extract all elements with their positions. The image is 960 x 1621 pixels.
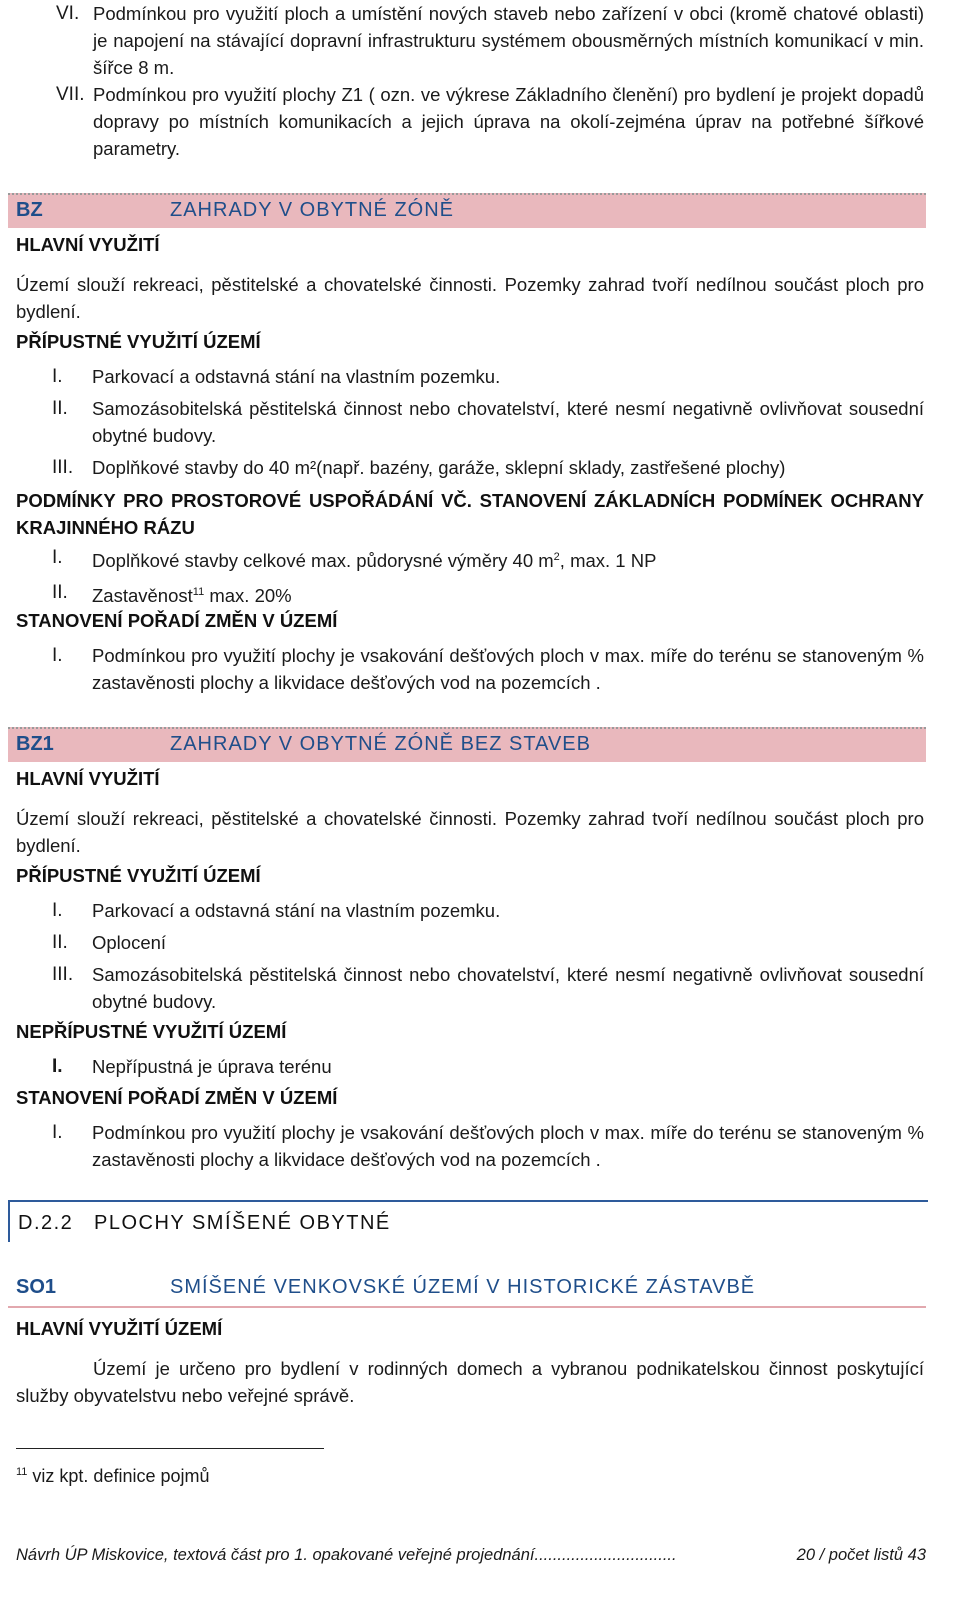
item-text: Parkovací a odstavná stání na vlastním pozemku. xyxy=(92,900,501,921)
item-number: II. xyxy=(52,582,68,604)
item-number: II. xyxy=(52,932,68,953)
order-list xyxy=(52,1119,924,1178)
main-use-heading: HLAVNÍ VYUŽITÍ xyxy=(16,234,160,255)
item-number: III. xyxy=(52,457,74,478)
forbidden-heading: NEPŘÍPUSTNÉ VYUŽITÍ ÚZEMÍ xyxy=(16,1021,287,1042)
list-item xyxy=(52,454,924,481)
permitted-heading: PŘÍPUSTNÉ VYUŽITÍ ÚZEMÍ xyxy=(16,865,261,886)
zone-code: BZ1 xyxy=(16,733,54,755)
item-number: I. xyxy=(52,366,63,387)
item-number: I. xyxy=(52,1122,63,1143)
permitted-list xyxy=(52,363,924,486)
list-item xyxy=(52,395,924,449)
item-number: III. xyxy=(52,964,74,985)
list-item xyxy=(52,961,924,1015)
item-number: I. xyxy=(52,645,63,666)
item-number: II. xyxy=(52,398,68,419)
order-heading: STANOVENÍ POŘADÍ ZMĚN V ÚZEMÍ xyxy=(16,1087,338,1108)
item-text: Zastavěnost$^{11}$ max. 20% xyxy=(92,585,292,607)
zone-header-bz xyxy=(8,193,926,228)
item-text: Podmínkou pro využití plochy je vsakování dešťových ploch v max. míře do terénu se stanoveným % zastavěnosti plochy a likvidace dešťových vod na pozemcích . xyxy=(92,1122,924,1170)
footnote-ref[interactable]: 11 xyxy=(192,586,205,599)
section-title: PLOCHY SMÍŠENÉ OBYTNÉ xyxy=(94,1212,391,1234)
conditions-heading: PODMÍNKY PRO PROSTOROVÉ USPOŘÁDÁNÍ VČ. STANOVENÍ ZÁKLADNÍCH PODMÍNEK OCHRANY KRAJINNÉHO RÁZU xyxy=(16,490,924,538)
zone-code: SO1 xyxy=(16,1276,57,1298)
item-number: VII. xyxy=(56,84,85,105)
order-list xyxy=(52,642,924,701)
permitted-heading: PŘÍPUSTNÉ VYUŽITÍ ÚZEMÍ xyxy=(16,331,261,352)
zone-header-so1 xyxy=(8,1272,926,1308)
main-use-heading: HLAVNÍ VYUŽITÍ xyxy=(16,768,160,789)
conditions-list xyxy=(52,544,924,614)
footnote-separator xyxy=(16,1448,324,1449)
item-text: Doplňkové stavby do 40 m²(např. bazény, garáže, sklepní sklady, zastřešené plochy) xyxy=(92,457,786,478)
list-item xyxy=(56,81,924,162)
list-item xyxy=(52,544,924,574)
top-list xyxy=(56,0,924,162)
list-item xyxy=(52,1053,924,1080)
list-item xyxy=(52,642,924,696)
forbidden-list xyxy=(52,1053,924,1085)
list-item xyxy=(52,579,924,609)
permitted-list xyxy=(52,897,924,1020)
item-number: I. xyxy=(52,900,63,921)
footer-page-number: 20 / počet listů 43 xyxy=(796,1546,926,1564)
main-use-text: Území je určeno pro bydlení v rodinných domech a vybranou podnikatelskou činnost poskytující služby obyvatelstvu nebo veřejné správě. xyxy=(16,1358,924,1406)
zone-title: ZAHRADY V OBYTNÉ ZÓNĚ xyxy=(170,199,455,221)
list-item xyxy=(52,929,924,956)
footnote xyxy=(16,1466,210,1487)
item-number: I. xyxy=(52,1056,63,1077)
list-item xyxy=(52,363,924,390)
item-text: Podmínkou pro využití ploch a umístění nových staveb nebo zařízení v obci (kromě chatové oblasti) je napojení na stávající dopravní infrastrukturu systémem obousměrných místních komunikací v min. šířce 8 m. xyxy=(93,3,924,78)
item-text: Podmínkou pro využití plochy je vsakování dešťových ploch v max. míře do terénu se stanoveným % zastavěnosti plochy a likvidace dešťových vod na pozemcích . xyxy=(92,645,924,693)
footnote-text: viz kpt. definice pojmů xyxy=(27,1466,210,1486)
zone-title: SMÍŠENÉ VENKOVSKÉ ÚZEMÍ V HISTORICKÉ ZÁSTAVBĚ xyxy=(170,1276,756,1298)
footnote-number: 11 xyxy=(16,1466,28,1478)
main-use-heading: HLAVNÍ VYUŽITÍ ÚZEMÍ xyxy=(16,1318,223,1339)
item-text: Oplocení xyxy=(92,932,167,953)
order-heading: STANOVENÍ POŘADÍ ZMĚN V ÚZEMÍ xyxy=(16,610,338,631)
page-footer xyxy=(16,1546,926,1565)
list-item xyxy=(52,897,924,924)
zone-header-bz1 xyxy=(8,727,926,762)
item-text: Parkovací a odstavná stání na vlastním pozemku. xyxy=(92,366,501,387)
item-text: Samozásobitelská pěstitelská činnost nebo chovatelství, které nesmí negativně ovlivňovat sousední obytné budovy. xyxy=(92,964,924,1012)
section-heading xyxy=(8,1200,928,1242)
main-use-text: Území slouží rekreaci, pěstitelské a chovatelské činnosti. Pozemky zahrad tvoří nedílnou součást ploch pro bydlení. xyxy=(16,274,924,322)
item-number: VI. xyxy=(56,3,80,24)
item-text: Doplňkové stavby celkové max. půdorysné výměry 40 $m^2$, max. 1 NP xyxy=(92,550,657,572)
main-use-text: Území slouží rekreaci, pěstitelské a chovatelské činnosti. Pozemky zahrad tvoří nedílnou součást ploch pro bydlení. xyxy=(16,808,924,856)
footer-document-title: Návrh ÚP Miskovice, textová část pro 1. opakované veřejné projednání............................... xyxy=(16,1546,677,1564)
item-number: I. xyxy=(52,547,63,568)
zone-code: BZ xyxy=(16,199,43,221)
item-text: Nepřípustná je úprava terénu xyxy=(92,1056,332,1077)
zone-title: ZAHRADY V OBYTNÉ ZÓNĚ BEZ STAVEB xyxy=(170,733,591,755)
item-text: Podmínkou pro využití plochy Z1 ( ozn. ve výkrese Základního členění) pro bydlení je projekt dopadů dopravy po místních komunikacích a jejich úprava na okolí-zejména úprav na potřebné šířkové parametry. xyxy=(93,84,924,159)
item-text: Samozásobitelská pěstitelská činnost nebo chovatelství, které nesmí negativně ovlivňovat sousední obytné budovy. xyxy=(92,398,924,446)
list-item xyxy=(56,0,924,81)
section-number: D.2.2 xyxy=(18,1212,74,1234)
list-item xyxy=(52,1119,924,1173)
